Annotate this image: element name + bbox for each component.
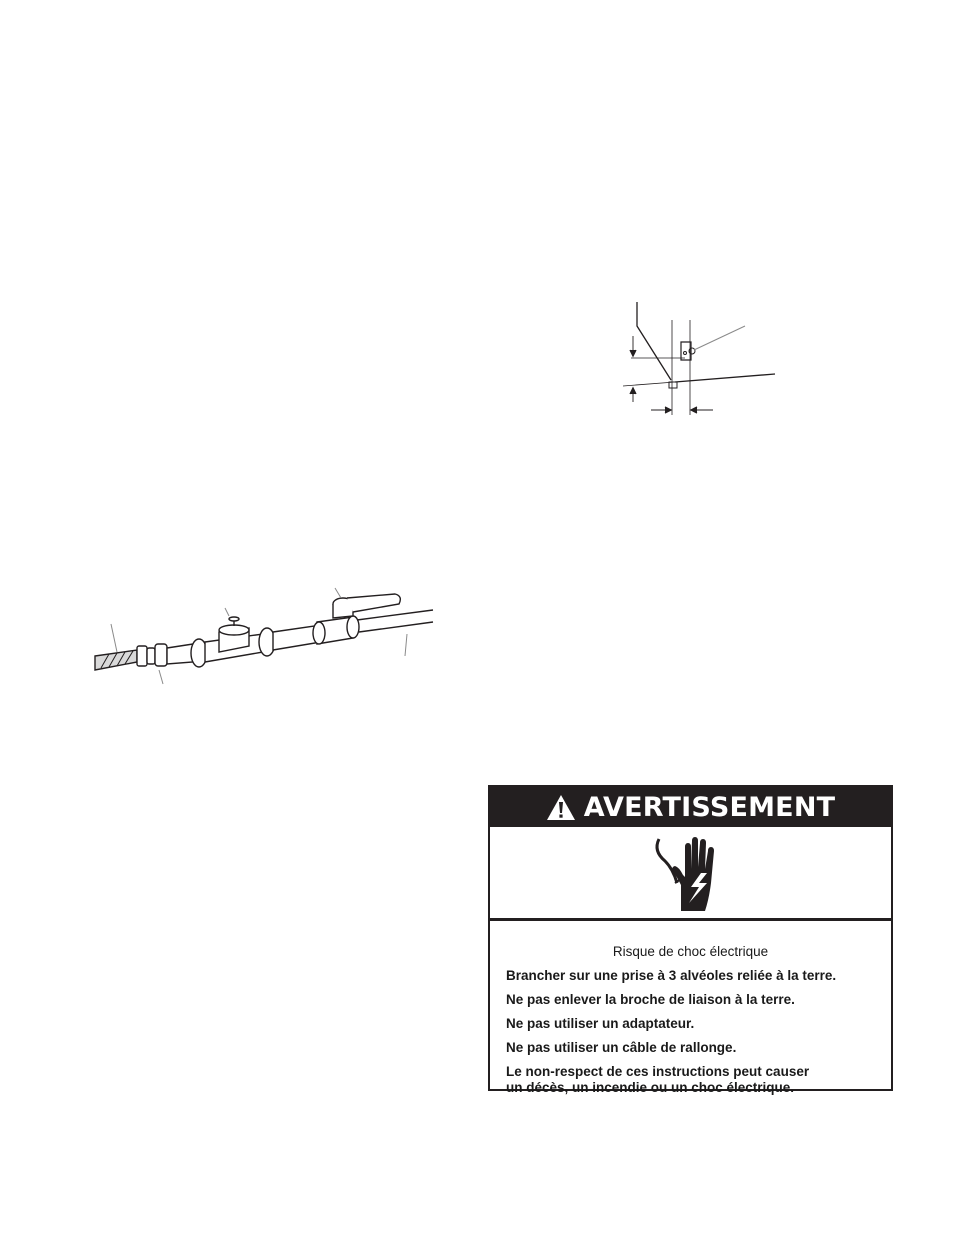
warning-body [490,921,891,1096]
warning-box [488,785,893,1095]
electric-shock-hand-icon [651,833,731,913]
gas-pipe-drawing [85,580,445,690]
hazard-symbol-panel [490,827,891,921]
warning-header [490,787,891,827]
anti-tip-bracket-drawing [615,290,785,420]
instruction-grounded-outlet: Brancher sur une prise à 3 alvéoles reliée à la terre. [506,967,837,983]
instruction-no-extension-cord: Ne pas utiliser un câble de rallonge. [506,1039,737,1055]
warning-title: AVERTISSEMENT [583,791,836,823]
instruction-ground-prong: Ne pas enlever la broche de liaison à la terre. [506,991,795,1007]
consequence-line-1: Le non-respect de ces instructions peut causer [506,1063,810,1079]
warning-triangle-icon [546,794,576,821]
consequence-line-2: un décès, un incendie ou un choc électrique. [506,1079,795,1095]
hazard-name: Risque de choc électrique [612,943,769,959]
instruction-no-adapter: Ne pas utiliser un adaptateur. [506,1015,695,1031]
anti-tip-bracket-figure [615,290,785,420]
gas-shutoff-valve-figure [85,580,445,690]
